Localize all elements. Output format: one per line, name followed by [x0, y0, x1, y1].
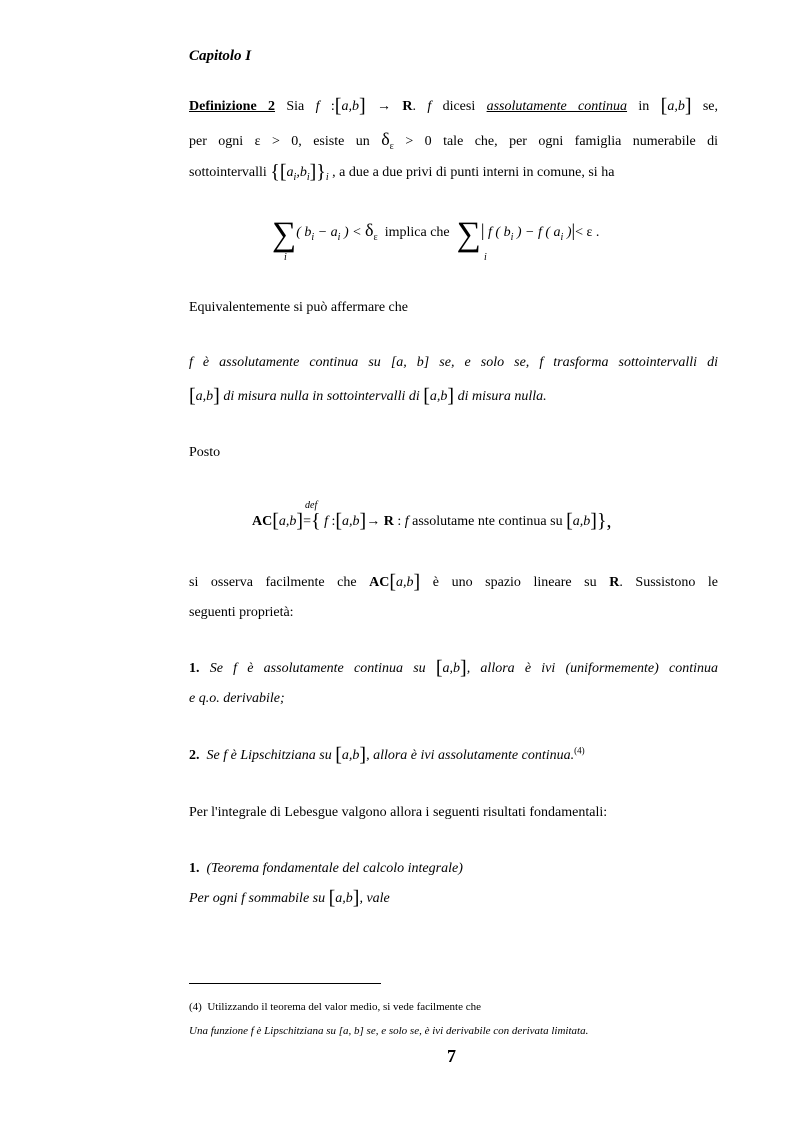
definition-label: Definizione 2: [189, 99, 276, 114]
theorem-1-title: 1. (Teorema fondamentale del calcolo integrale): [189, 861, 463, 876]
definition-line-1: Definizione 2 Sia f :[a,b] → R. f dicesi assolutamente continua in [a,b] se,: [189, 95, 719, 117]
sum-index-1: i: [284, 252, 287, 263]
property-2: 2. Se f è Lipschitziana su [a,b], allora è ivi assolutamente continua.$^{(4)}$: [189, 744, 585, 766]
footnote-line-1: (4) Utilizzando il teorema del valor medio, si vede facilmente che: [189, 1001, 481, 1013]
definition-line-2: per ogni ε > 0, esiste un $\delta_\varepsilon > 0$ tale che, per ogni famiglia numerabile di: [189, 129, 719, 152]
equivalently-text: Equivalentemente si può affermare che: [189, 300, 408, 315]
footnote-ref: (4): [574, 745, 585, 756]
def-label: def: [305, 500, 318, 511]
italic-statement-line-1: f è assolutamente continua su [a, b] se, e solo se, f trasforma sottointervalli di: [189, 355, 718, 370]
chapter-header: Capitolo I: [189, 48, 252, 64]
footnote-line-2: Una funzione f è Lipschitziana su [a, b] se, e solo se, è ivi derivabile con derivata limitata.: [189, 1025, 589, 1037]
definition-line-3: sottointervalli $\{[a_i,b_i]\}_i$ , a due a due privi di punti interni in comune, si ha: [189, 161, 615, 183]
italic-statement-line-2: [a,b] di misura nulla in sottointervalli di [a,b] di misura nulla.: [189, 385, 547, 407]
property-1-line-1: 1. Se f è assolutamente continua su [a,b], allora è ivi (uniformemente) continua: [189, 657, 719, 679]
observation-line-1: si osserva facilmente che AC[a,b] è uno spazio lineare su R. Sussistono le: [189, 571, 718, 593]
lebesgue-intro: Per l'integrale di Lebesgue valgono allora i seguenti risultati fondamentali:: [189, 805, 608, 820]
posto-text: Posto: [189, 445, 221, 460]
page-number: 7: [447, 1046, 456, 1066]
observation-line-2: seguenti proprietà:: [189, 605, 294, 620]
sum-index-2: i: [484, 252, 487, 263]
term-assolutamente-continua: assolutamente continua: [486, 99, 628, 114]
formula-ac-definition: AC[a,b]={ f :[a,b]→ R : f assolutame nte continua su [a,b]},: [252, 510, 612, 532]
property-1-line-2: e q.o. derivabile;: [189, 691, 285, 706]
theorem-1-line-2: Per ogni f sommabile su [a,b], vale: [189, 887, 390, 909]
footnote-divider: [189, 983, 381, 984]
formula-absolute-continuity: ∑( $b_i - a_i$ ) < $\delta_\varepsilon$ implica che ∑| f ( $b_i$ ) − f ( $a_i$ )|< ε .: [272, 216, 600, 253]
